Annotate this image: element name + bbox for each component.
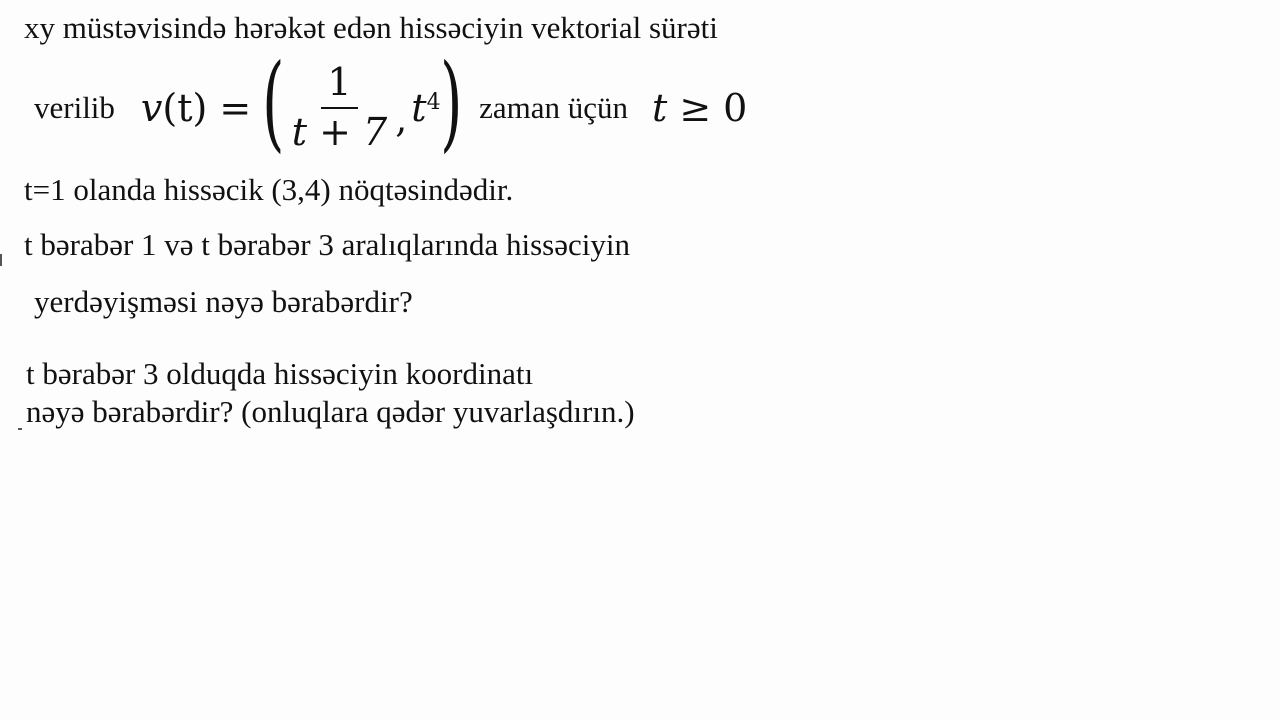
problem-line-3: t=1 olanda hissəcik (3,4) nöqtəsindədir. (24, 172, 514, 207)
velocity-definition-row (34, 41, 748, 163)
time-condition (652, 86, 747, 130)
stray-mark (0, 254, 2, 266)
fraction (286, 60, 393, 154)
comma: , (395, 97, 408, 141)
velocity-symbol: v (140, 86, 163, 130)
fraction-numerator: 1 (321, 63, 357, 109)
fraction-denominator: t + 7 (291, 110, 388, 154)
condition-variable: t (652, 86, 668, 130)
stray-mark (18, 428, 22, 430)
right-paren-icon: ) (439, 41, 463, 163)
zaman-ucun-label: zaman üçün (479, 90, 629, 125)
condition-relation: ≥ (679, 86, 712, 130)
t-power-base: t (411, 86, 427, 130)
velocity-equation (140, 41, 463, 163)
left-paren-icon: ( (262, 41, 285, 163)
problem-line-7: nəyə bərabərdir? (onluqlara qədər yuvarlaşdırın.) (26, 394, 635, 429)
velocity-argument: (t) (162, 86, 208, 130)
t-power-exponent: 4 (426, 89, 441, 115)
problem-line-6: t bərabər 3 olduqda hissəciyin koordinatı (26, 356, 534, 391)
problem-line-4: t bərabər 1 və t bərabər 3 aralıqlarında hissəciyin (24, 227, 630, 262)
equals-sign: = (219, 86, 252, 130)
problem-line-5: yerdəyişməsi nəyə bərabərdir? (34, 284, 413, 319)
verilib-label: verilib (34, 90, 115, 125)
problem-line-1: xy müstəvisində hərəkət edən hissəciyin vektorial sürəti (24, 10, 718, 45)
condition-value: 0 (723, 86, 748, 130)
